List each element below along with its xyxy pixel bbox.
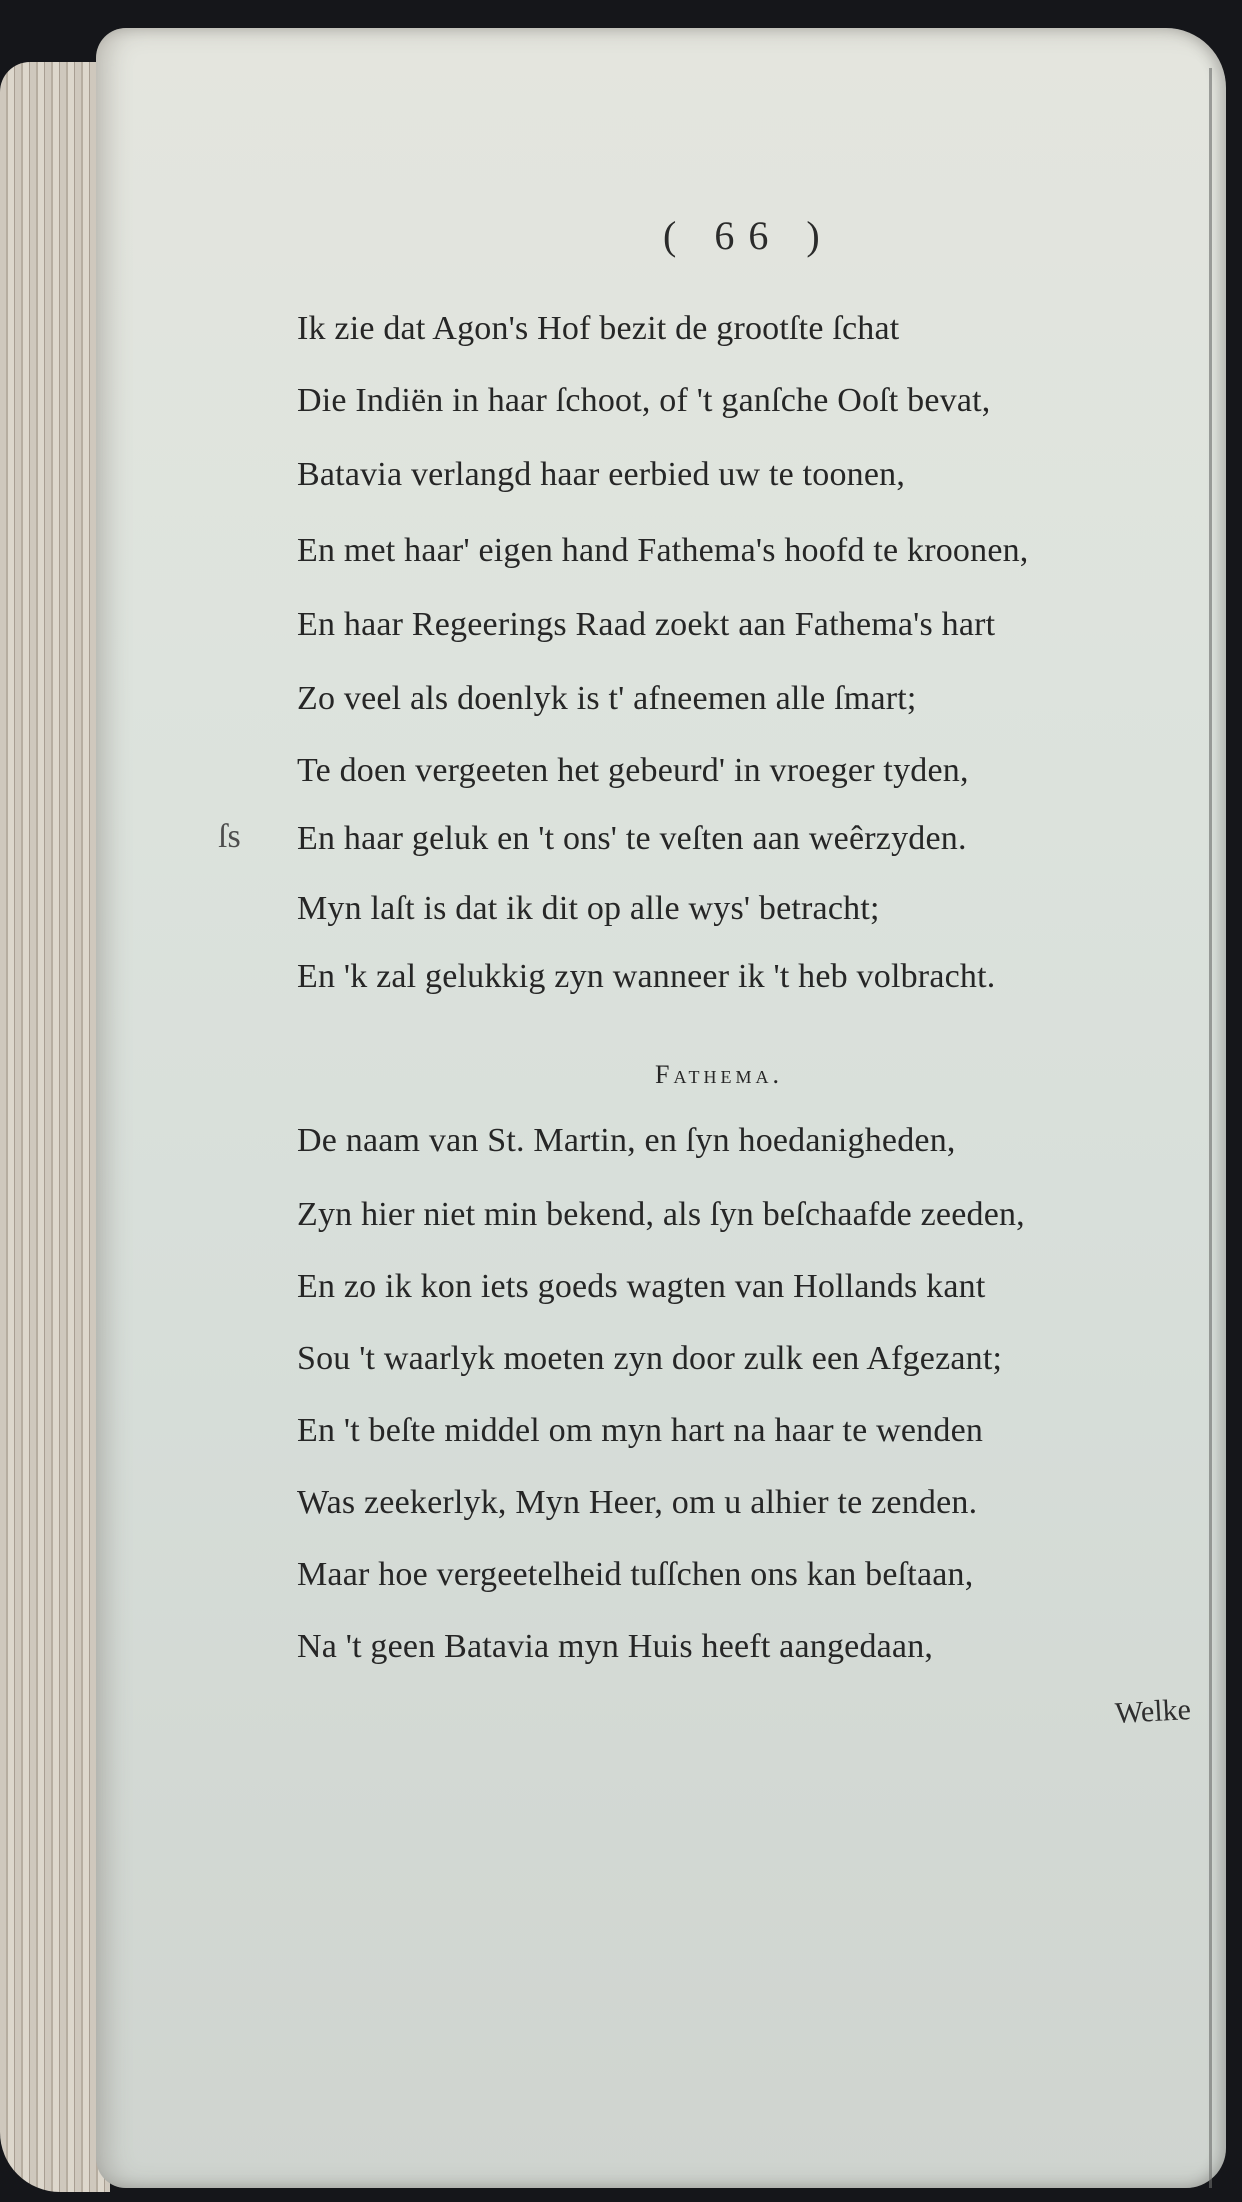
catchword: Welke (1114, 1693, 1192, 1730)
verse-line: En haar Regeerings Raad zoekt aan Fathema's hart (297, 606, 996, 643)
page-number: ( 66 ) (663, 213, 834, 258)
verse-line: Zo veel als doenlyk is t' afneemen alle ſmart; (297, 680, 917, 717)
verse-line: En 'k zal gelukkig zyn wanneer ik 't heb volbracht. (297, 958, 996, 995)
verse-line: Sou 't waarlyk moeten zyn door zulk een Afgezant; (297, 1340, 1003, 1377)
book-page (96, 28, 1226, 2188)
speaker-heading: Fathema. (655, 1060, 783, 1089)
verse-line: Myn laſt is dat ik dit op alle wys' betracht; (297, 890, 880, 927)
verse-line: Ik zie dat Agon's Hof bezit de grootſte ſchat (297, 310, 900, 347)
verse-line: Maar hoe vergeetelheid tuſſchen ons kan beſtaan, (297, 1556, 974, 1593)
page-stack-edge (0, 62, 110, 2192)
verse-line: Die Indiën in haar ſchoot, of 't ganſche Ooſt bevat, (297, 382, 991, 419)
verse-line: Te doen vergeeten het gebeurd' in vroeger tyden, (297, 752, 969, 789)
page-edge-line (1209, 68, 1212, 2188)
verse-line: En haar geluk en 't ons' te veſten aan weêrzyden. (297, 820, 967, 857)
verse-line: Na 't geen Batavia myn Huis heeft aangedaan, (297, 1628, 934, 1665)
verse-line: Batavia verlangd haar eerbied uw te toonen, (297, 456, 906, 493)
verse-line: Zyn hier niet min bekend, als ſyn beſchaafde zeeden, (297, 1196, 1025, 1233)
verse-line: En 't beſte middel om myn hart na haar te wenden (297, 1412, 984, 1449)
margin-annotation: ſs (218, 818, 241, 855)
verse-line: En met haar' eigen hand Fathema's hoofd te kroonen, (297, 532, 1029, 569)
verse-line: En zo ik kon iets goeds wagten van Hollands kant (297, 1268, 986, 1305)
verse-line: Was zeekerlyk, Myn Heer, om u alhier te zenden. (297, 1484, 978, 1521)
verse-line: De naam van St. Martin, en ſyn hoedanigheden, (297, 1122, 956, 1159)
